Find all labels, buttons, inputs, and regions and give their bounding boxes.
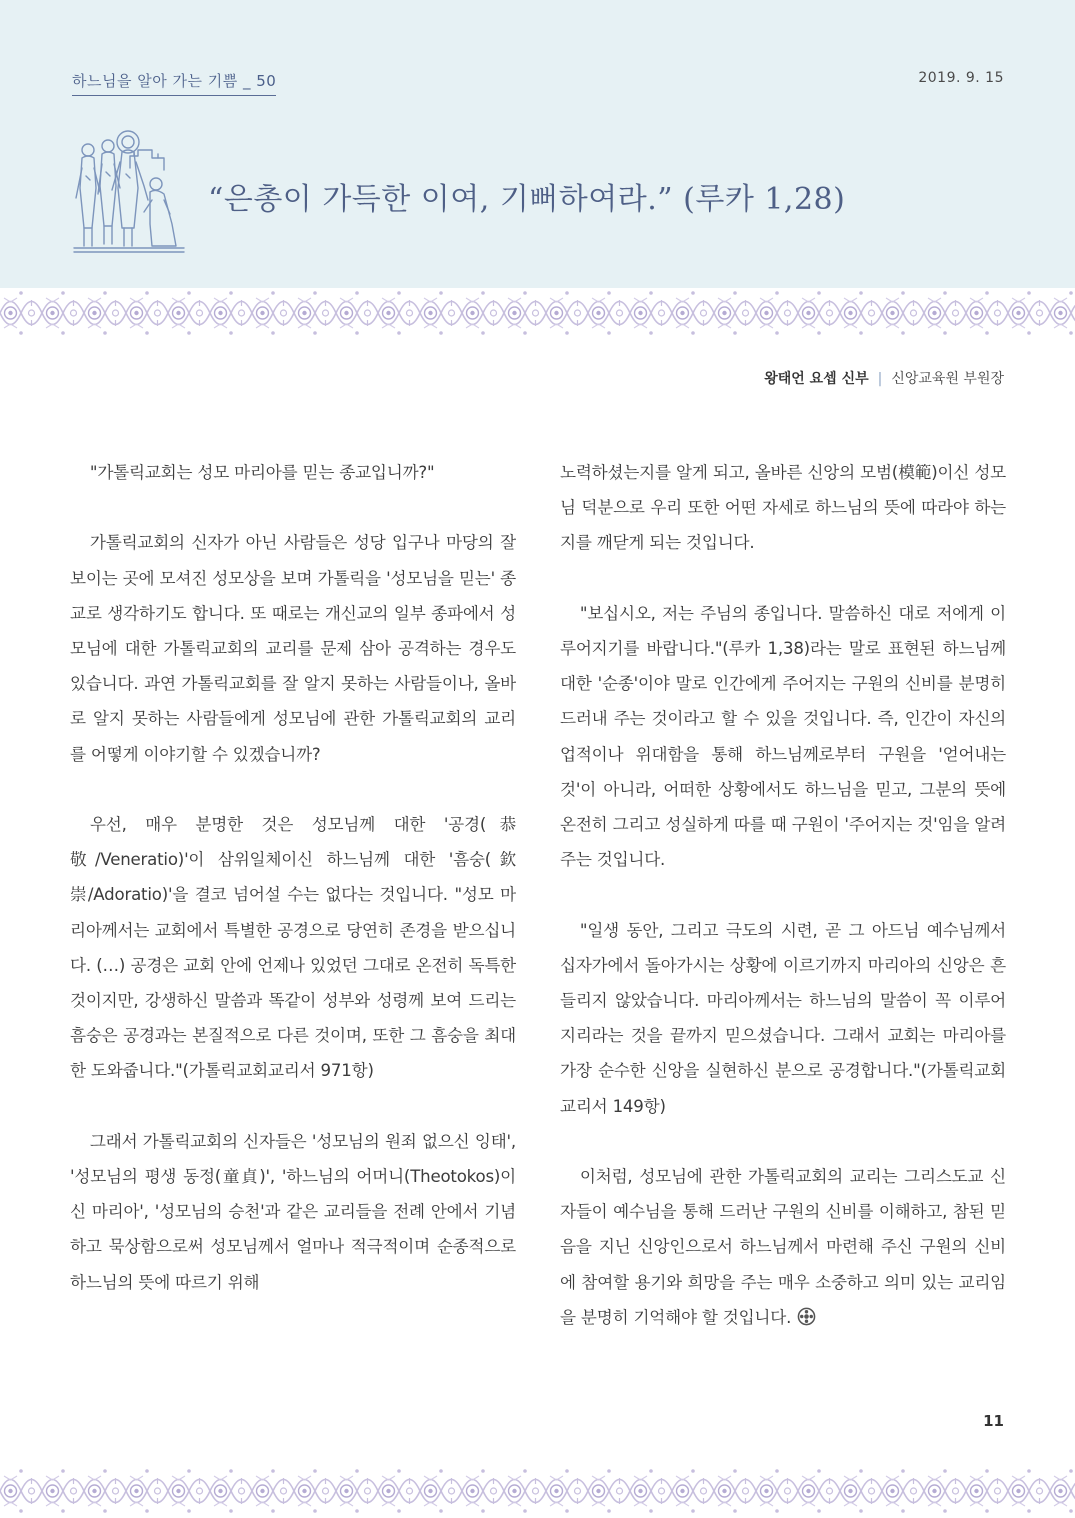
- author-position: 신앙교육원 부원장: [891, 371, 1004, 387]
- nativity-sketch-icon: [72, 128, 187, 253]
- paragraph: "가톨릭교회는 성모 마리아를 믿는 종교입니까?": [89, 463, 435, 482]
- end-mark-icon: [797, 1307, 816, 1326]
- article-column-left: [70, 455, 516, 1300]
- byline: [620, 368, 1004, 388]
- paragraph: "보십시오, 저는 주님의 종입니다. 말씀하신 대로 저에게 이루어지기를 바랍니다."(루카 1,38)라는 말로 표현된 하느님께 대한 '순종'이야 말로 인간에게 주어지는 구원의 신비를 분명히 드러내 주는 것이라고 할 수 있을 것입니다. 즉, 인간이 자신의 업적이나 위대함을 통해 하느님께로부터 구원을 '얻어내는 것'이 아니라, 어떠한 상황에서도 하느님을 믿고, 그분의 뜻에 온전히 그리고 성실하게 따를 때 구원이 '주어지는 것'임을 알려주는 것입니다.: [560, 603, 1006, 870]
- paragraph: 그래서 가톨릭교회의 신자들은 '성모님의 원죄 없으신 잉태', '성모님의 평생 동정(童貞)', '하느님의 어머니(Theotokos)이신 마리아', '성모님의 승천'과 같은 교리들을 전례 안에서 기념하고 묵상함으로써 성모님께서 얼마나 적극적이며 순종적으로 하느님의 뜻에 따르기 위해: [70, 1131, 516, 1292]
- last-paragraph: [560, 1159, 1006, 1335]
- paragraph: 노력하셨는지를 알게 되고, 올바른 신앙의 모범(模範)이신 성모님 덕분으로 우리 또한 어떤 자세로 하느님의 뜻에 따라야 하는지를 깨닫게 되는 것입니다.: [560, 463, 1006, 553]
- paragraph: "일생 동안, 그리고 극도의 시련, 곧 그 아드님 예수님께서 십자가에서 돌아가시는 상황에 이르기까지 마리아의 신앙은 흔들리지 않았습니다. 마리아께서는 하느님의 말씀이 꼭 이루어지리라는 것을 끝까지 믿으셨습니다. 그래서 교회는 마리아를 가장 순수한 신앙을 실현하신 분으로 공경합니다."(가톨릭교회교리서 149항): [560, 920, 1006, 1116]
- paragraph: 우선, 매우 분명한 것은 성모님께 대한 '공경(恭敬/Veneratio)'이 삼위일체이신 하느님께 대한 '흠숭(欽崇/Adoratio)'을 결코 넘어설 수는 없다는 것입니다. "성모 마리아께서는 교회에서 특별한 공경으로 당연히 존경을 받으십니다. (…) 공경은 교회 안에 언제나 있었던 그대로 온전히 독특한 것이지만, 강생하신 말씀과 똑같이 성부와 성령께 보여 드리는 흠숭은 공경과는 본질적으로 다른 것이며, 또한 그 흠숭을 최대한 도와줍니다."(가톨릭교회교리서 971항): [70, 815, 516, 1081]
- issue-date: 2019. 9. 15: [918, 70, 1004, 86]
- ornament-border-top: [0, 288, 1075, 338]
- paragraph-text: 이처럼, 성모님에 관한 가톨릭교회의 교리는 그리스도교 신자들이 예수님을 통해 드러난 구원의 신비를 이해하고, 참된 믿음을 지닌 신앙인으로서 하느님께서 마련해 주신 구원의 신비에 참여할 용기와 희망을 주는 매우 소중하고 의미 있는 교리임을 분명히 기억해야 할 것입니다.: [560, 1167, 1006, 1327]
- page-number: 11: [983, 1412, 1004, 1430]
- article-column-right: [560, 455, 1006, 1335]
- byline-separator: |: [877, 371, 883, 387]
- author-name: 왕태언 요셉 신부: [764, 371, 869, 387]
- ornament-border-bottom: [0, 1466, 1075, 1518]
- paragraph: 가톨릭교회의 신자가 아닌 사람들은 성당 입구나 마당의 잘 보이는 곳에 모셔진 성모상을 보며 가톨릭을 '성모님을 믿는' 종교로 생각하기도 합니다. 또 때로는 개신교의 일부 종파에서 성모님에 대한 가톨릭교회의 교리를 문제 삼아 공격하는 경우도 있습니다. 과연 가톨릭교회를 잘 알지 못하는 사람들이나, 올바로 알지 못하는 사람들에게 성모님에 관한 가톨릭교회의 교리를 어떻게 이야기할 수 있겠습니까?: [70, 533, 516, 764]
- header-band: [0, 0, 1075, 290]
- scripture-quote: “은총이 가득한 이여, 기뻐하여라.” (루카 1,28): [208, 182, 846, 217]
- series-title: 하느님을 알아 가는 기쁨 _ 50: [72, 70, 276, 96]
